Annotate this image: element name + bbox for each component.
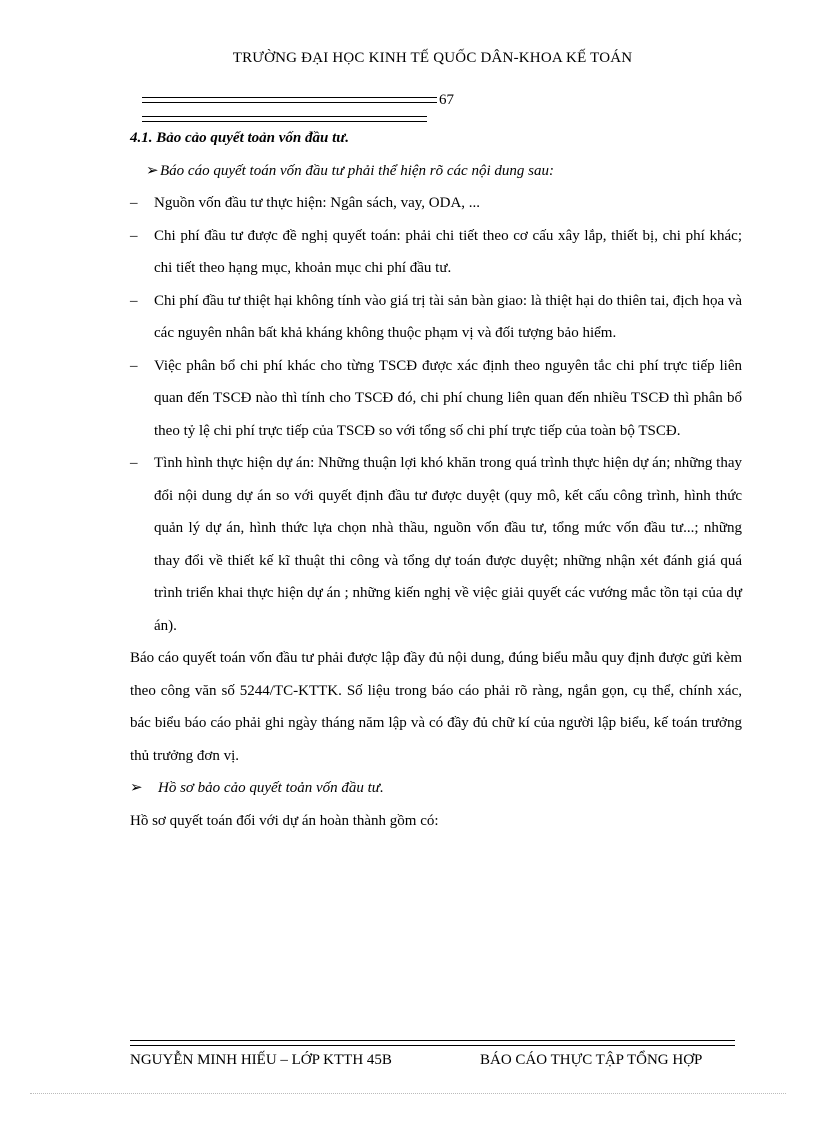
list-item-text: Chi phí đầu tư thiệt hại không tính vào giá trị tài sản bàn giao: là thiệt hại do thiên tai, địch họa và các nguyên nhân bất khả kháng không thuộc phạm vị và đối tượng bảo hiểm.: [154, 292, 743, 341]
footer-author: NGUYỄN MINH HIẾU – LỚP KTTH 45B: [130, 1052, 392, 1068]
list-item-text: Nguồn vốn đầu tư thực hiện: Ngân sách, vay, ODA, ...: [154, 195, 481, 211]
dash-bullet-icon: –: [130, 455, 138, 471]
arrow-bullet-icon: ➢: [130, 780, 143, 796]
list-item: [130, 285, 742, 350]
page-number: 67: [439, 91, 454, 108]
dash-bullet-icon: –: [130, 227, 138, 244]
sub-heading: [130, 155, 742, 188]
list-item-text: Tình hình thực hiện dự án: Những thuận lợi khó khăn trong quá trình thực hiện dự án; những thay đổi nội dung dự án so với quyết định đầu tư được duyệt (quy mô, kết cấu công trình, hình thức quản lý dự án, hình thức lựa chọn nhà thầu, nguồn vốn đầu tư, tổng mức vốn đầu tư...; những thay đổi về thiết kế kĩ thuật thi công và tổng dự toán được duyệt; những nhận xét đánh giá quá trình triển khai thực hiện dự án ; những kiến nghị về việc giải quyết các vướng mắc tồn tại của dự án).: [154, 455, 742, 634]
list-item: [130, 220, 742, 285]
page-number-row: [142, 90, 454, 110]
page-bottom-border: [30, 1093, 786, 1094]
list-item: [130, 447, 742, 642]
sub-heading-2: [130, 772, 742, 805]
dash-bullet-icon: –: [130, 357, 138, 374]
footer-report-title: BÁO CÁO THỰC TẬP TỔNG HỢP: [480, 1052, 703, 1068]
arrow-bullet-icon: ➢: [146, 162, 159, 179]
sub-heading-2-text: Hồ sơ bảo cảo quyết toản vốn đầu tư.: [158, 780, 384, 796]
page-header: TRƯỜNG ĐẠI HỌC KINH TẾ QUỐC DÂN-KHOA KẾ TOÁN: [232, 50, 633, 66]
list-item: [130, 187, 742, 220]
sub-heading-text: Báo cáo quyết toán vốn đầu tư phải thể hiện rõ các nội dung sau:: [160, 162, 554, 179]
content-list: [130, 187, 742, 642]
dash-bullet-icon: –: [130, 292, 138, 309]
list-item-text: Chi phí đầu tư được đề nghị quyết toán: phải chi tiết theo cơ cấu xây lắp, thiết bị, chi phí khác; chi tiết theo hạng mục, khoản mục chi phí đầu tư.: [154, 227, 742, 276]
body-paragraph: Báo cáo quyết toán vốn đầu tư phải được lập đầy đủ nội dung, đúng biểu mẫu quy định được gửi kèm theo công văn số 5244/TC-KTTK. Số liệu trong báo cáo phải rõ ràng, ngắn gọn, cụ thể, chính xác, bác biểu báo cáo phải ghi ngày tháng năm lập và có đầy đủ chữ kí của người lập biểu, kế toán trưởng thủ trưởng đơn vị.: [130, 650, 742, 764]
section-heading: 4.1. Bảo cảo quyết toản vốn đầu tư.: [130, 130, 349, 146]
closing-line: Hồ sơ quyết toán đối với dự án hoàn thành gồm có:: [130, 812, 439, 829]
dash-bullet-icon: –: [130, 195, 138, 211]
header-double-rule: [142, 97, 437, 103]
page-content: [130, 122, 742, 837]
footer-double-rule: [130, 1040, 735, 1046]
list-item-text: Việc phân bổ chi phí khác cho từng TSCĐ được xác định theo nguyên tắc chi phí trực tiếp liên quan đến TSCĐ nào thì tính cho TSCĐ đó, chi phí chung liên quan đến nhiều TSCĐ thì phân bổ theo tỷ lệ chi phí trực tiếp của TSCĐ so với tổng số chi phí trực tiếp của toàn bộ TSCĐ.: [154, 357, 742, 439]
page-footer: [130, 1052, 735, 1069]
list-item: [130, 350, 742, 448]
